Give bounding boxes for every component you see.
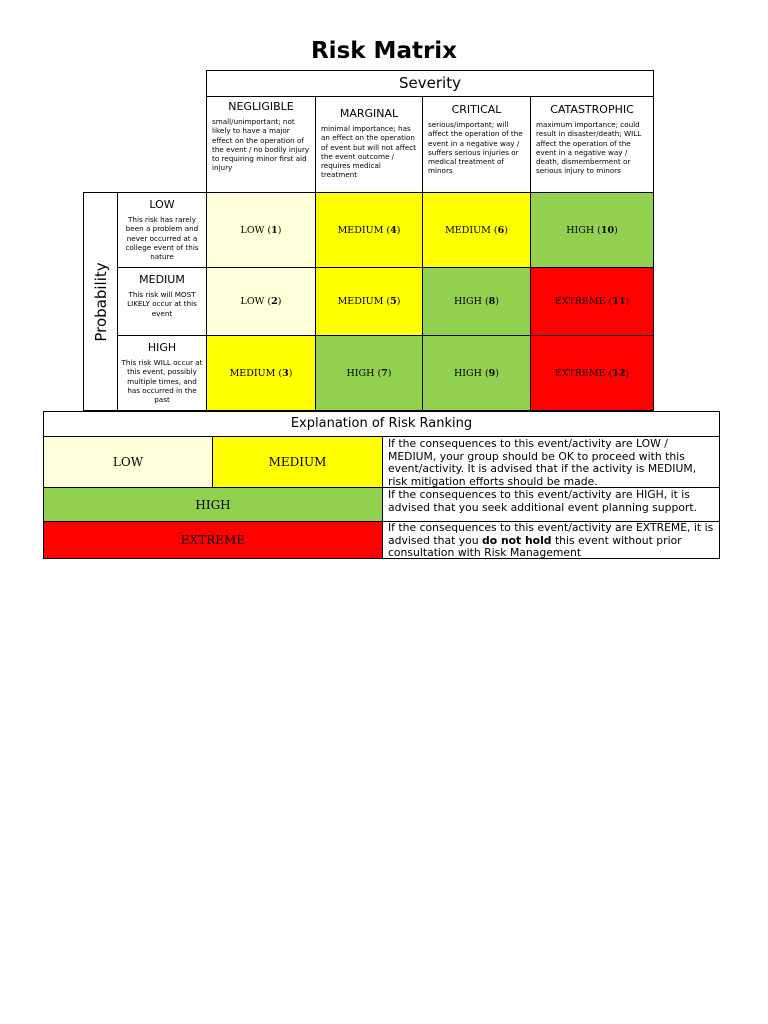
do-not-hold-emphasis: do not hold bbox=[482, 533, 552, 547]
severity-column-marginal bbox=[315, 96, 423, 193]
severity-header: Severity bbox=[206, 70, 654, 97]
probability-row-high bbox=[117, 335, 207, 411]
explanation-extreme-swatch: EXTREME bbox=[43, 521, 383, 559]
probability-row-name: MEDIUM bbox=[139, 273, 185, 286]
matrix-cell-medium-5: MEDIUM ( 5 ) bbox=[315, 267, 423, 336]
matrix-cell-low-2: LOW ( 2 ) bbox=[206, 267, 316, 336]
matrix-cell-extreme-12: EXTREME ( 12 ) bbox=[530, 335, 654, 411]
probability-row-description: This risk has rarely been a problem and never occurred at a college event of this nature bbox=[125, 215, 199, 262]
explanation-high-text: If the consequences to this event/activity are HIGH, it is advised that you seek additional event planning support. bbox=[382, 487, 720, 522]
probability-row-medium bbox=[117, 267, 207, 336]
probability-row-description: This risk WILL occur at this event, possibly multiple times, and has occurred in the past bbox=[121, 358, 203, 405]
explanation-low-medium-text: If the consequences to this event/activity are LOW / MEDIUM, your group should be OK to proceed with this event/activity. It is advised that if the activity is MEDIUM, risk mitigation efforts should be made. bbox=[382, 436, 720, 488]
matrix-cell-medium-3: MEDIUM ( 3 ) bbox=[206, 335, 316, 411]
matrix-cell-medium-6: MEDIUM ( 6 ) bbox=[422, 192, 531, 268]
severity-column-description: small/unimportant; not likely to have a major effect on the operation of the event / no bodily injury to requiring minor first aid injury bbox=[212, 117, 310, 173]
probability-row-name: LOW bbox=[149, 198, 175, 211]
probability-row-description: This risk will MOST LIKELY occur at this event bbox=[127, 290, 197, 318]
severity-column-name: CATASTROPHIC bbox=[550, 103, 634, 116]
probability-row-name: HIGH bbox=[147, 341, 177, 354]
severity-column-critical bbox=[422, 96, 531, 193]
explanation-high-swatch: HIGH bbox=[43, 487, 383, 522]
matrix-cell-low-1: LOW ( 1 ) bbox=[206, 192, 316, 268]
severity-column-name: NEGLIGIBLE bbox=[228, 100, 294, 113]
matrix-cell-high-10: HIGH ( 10 ) bbox=[530, 192, 654, 268]
matrix-cell-high-8: HIGH ( 8 ) bbox=[422, 267, 531, 336]
severity-column-catastrophic bbox=[530, 96, 654, 193]
severity-column-description: serious/important; will affect the operation of the event in a negative way / suffers serious injuries or medical treatment of minors bbox=[428, 120, 523, 176]
matrix-cell-medium-4: MEDIUM ( 4 ) bbox=[315, 192, 423, 268]
explanation-header: Explanation of Risk Ranking bbox=[43, 411, 720, 437]
explanation-low-swatch: LOW bbox=[43, 436, 213, 488]
matrix-cell-extreme-11: EXTREME ( 11 ) bbox=[530, 267, 654, 336]
severity-column-description: maximum importance; could result in disaster/death; WILL affect the operation of the event in a negative way / death, dismemberment or serious injury to minors bbox=[536, 120, 642, 176]
severity-column-name: CRITICAL bbox=[451, 103, 502, 116]
severity-column-negligible bbox=[206, 96, 316, 193]
explanation-extreme-text: If the consequences to this event/activity are EXTREME, it is advised that you do not hold this event without prior consultation with Risk Management bbox=[382, 521, 720, 559]
severity-column-description: minimal importance; has an effect on the operation of event but will not affect the event outcome / requires medical treatment bbox=[321, 124, 416, 180]
page-title: Risk Matrix bbox=[310, 38, 458, 64]
severity-column-name: MARGINAL bbox=[339, 107, 399, 120]
probability-row-low bbox=[117, 192, 207, 268]
probability-label: Probability bbox=[91, 261, 110, 342]
matrix-cell-high-9: HIGH ( 9 ) bbox=[422, 335, 531, 411]
probability-header bbox=[83, 192, 118, 411]
matrix-cell-high-7: HIGH ( 7 ) bbox=[315, 335, 423, 411]
explanation-medium-swatch: MEDIUM bbox=[212, 436, 383, 488]
